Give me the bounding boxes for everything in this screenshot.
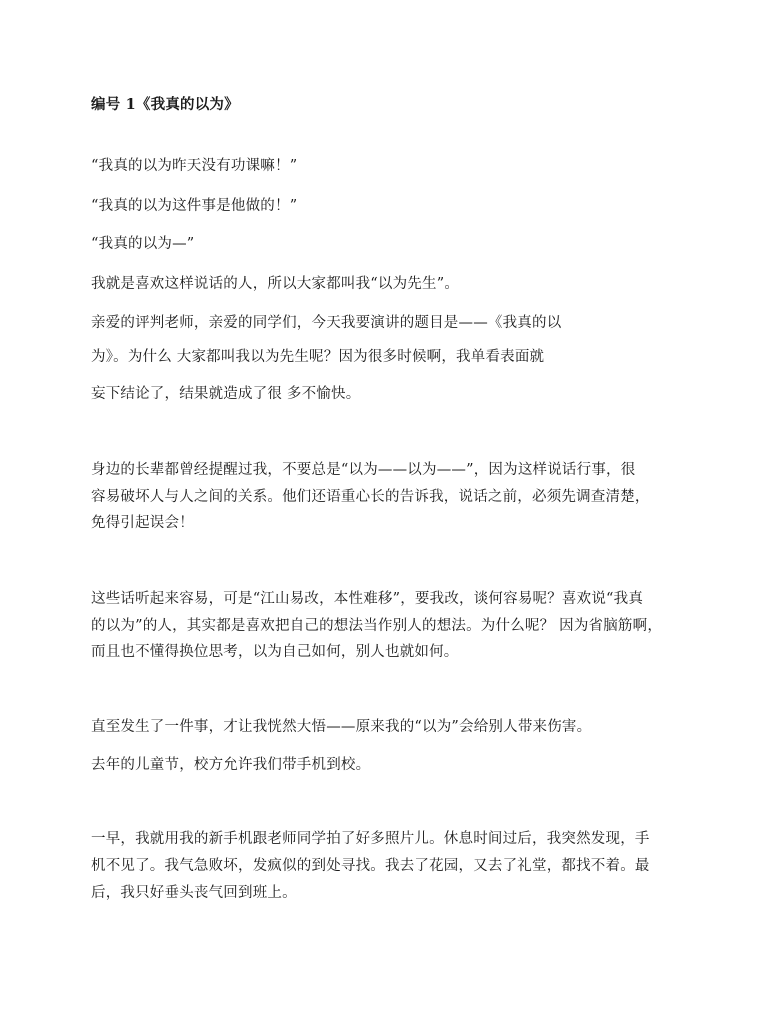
text-line-11: 这些话听起来容易，可是“江山易改，本性难移”，要我改，谈何容易呢？喜欢说“我真 [91, 591, 644, 607]
text-line-7: 妄下结论了，结果就造成了很 多不愉快。 [91, 386, 361, 402]
text-line-9: 容易破坏人与人之间的关系。他们还语重心长的告诉我，说话之前，必须先调查清楚， [91, 489, 650, 505]
text-line-13: 而且也不懂得换位思考，以为自己如何，别人也就如何。 [91, 644, 459, 660]
text-line-1: “我真的以为昨天没有功课嘛！” [91, 158, 298, 174]
text-line-4: 我就是喜欢这样说话的人，所以大家都叫我“以为先生”。 [91, 276, 460, 292]
text-line-16: 一早，我就用我的新手机跟老师同学拍了好多照片儿。休息时间过后，我突然发现，手 [91, 831, 650, 847]
document-title: 编号 1《我真的以为》 [91, 96, 239, 113]
text-line-3: “我真的以为—” [91, 236, 195, 252]
text-line-17: 机不见了。我气急败坏，发疯似的到处寻找。我去了花园，又去了礼堂，都找不着。最 [91, 858, 650, 874]
text-line-18: 后，我只好垂头丧气回到班上。 [91, 885, 297, 901]
text-line-12: 的以为”的人，其实都是喜欢把自己的想法当作别人的想法。为什么呢？ 因为省脑筋啊， [91, 618, 663, 634]
text-line-14: 直至发生了一件事，才让我恍然大悟——原来我的“以为”会给别人带来伤害。 [91, 719, 592, 735]
text-line-5: 亲爱的评判老师，亲爱的同学们，今天我要演讲的题目是——《我真的以 [91, 315, 562, 331]
text-line-6: 为》。为什么 大家都叫我以为先生呢？因为很多时候啊，我单看表面就 [91, 349, 545, 365]
text-line-15: 去年的儿童节，校方允许我们带手机到校。 [91, 757, 371, 773]
text-line-10: 免得引起误会！ [91, 515, 194, 531]
text-line-8: 身边的长辈都曾经提醒过我，不要总是“以为——以为——”，因为这样说话行事，很 [91, 462, 636, 478]
text-line-2: “我真的以为这件事是他做的！” [91, 198, 298, 214]
